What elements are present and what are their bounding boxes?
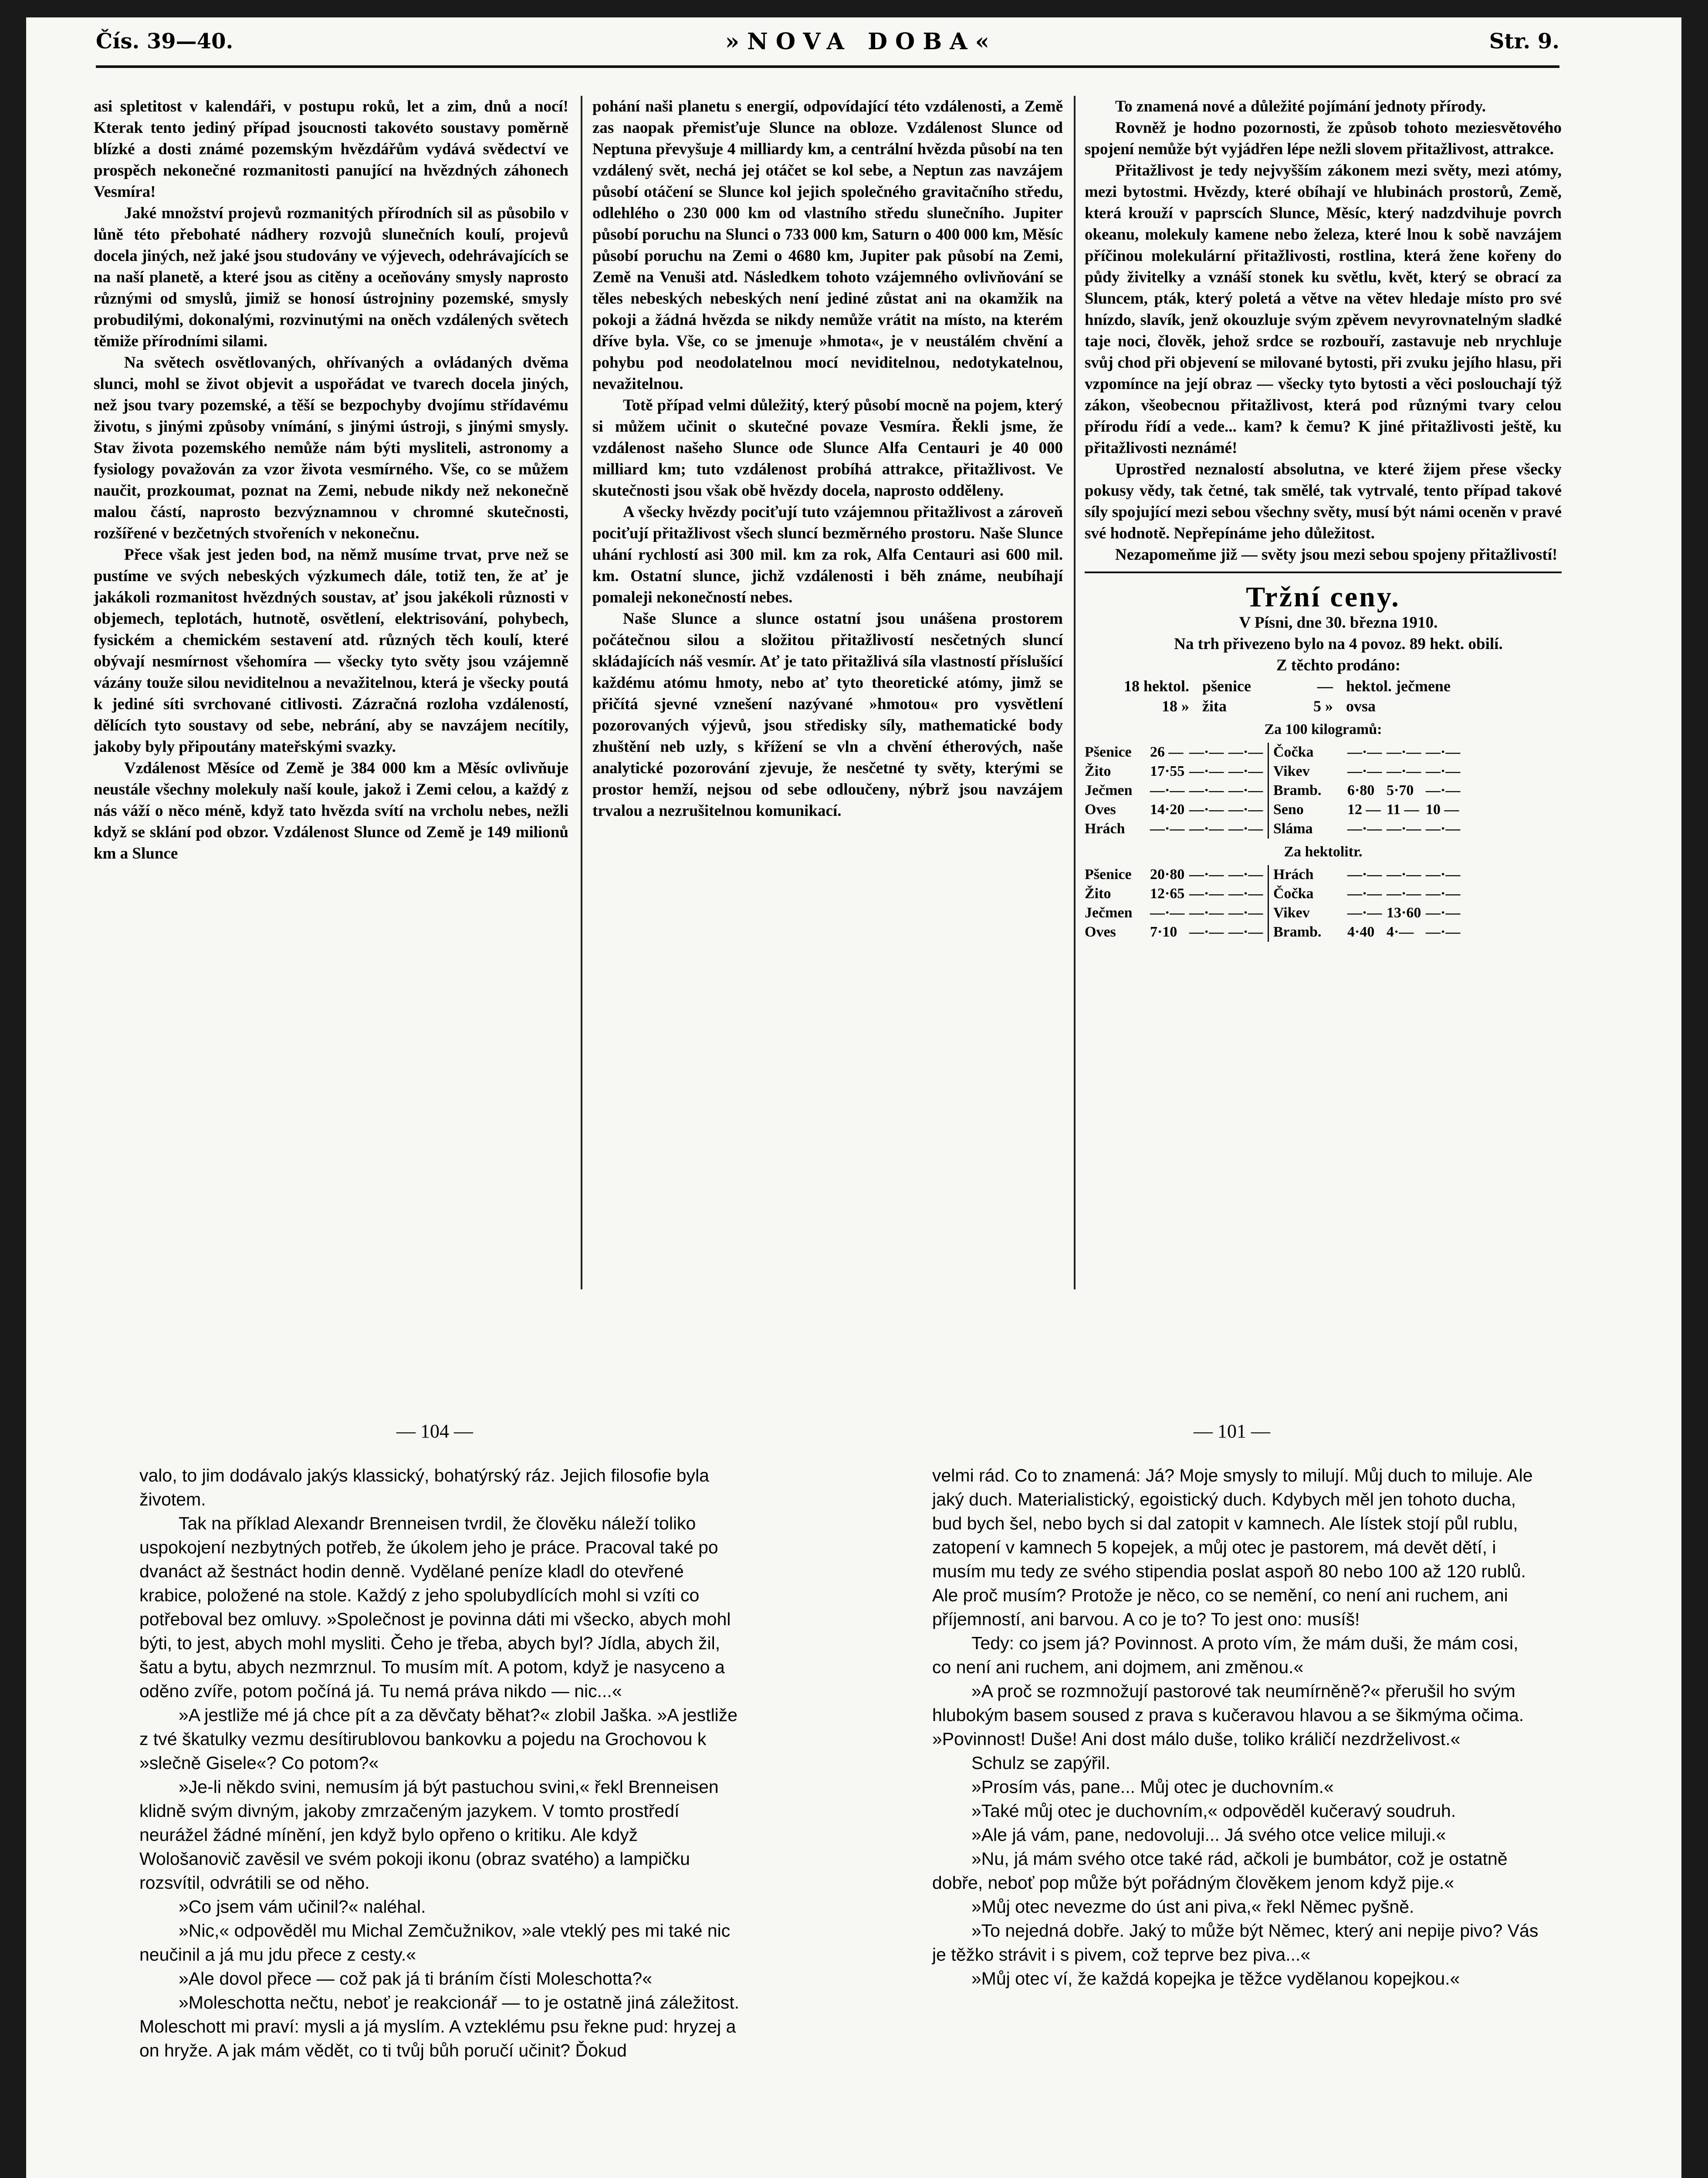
paragraph: A všecky hvězdy pociťují tuto vzájemnou přitažlivost a zároveň pociťují přitažlivost všech sluncí bezměrného prostoru. Naše Slunce uhání rychlostí asi 300 mil. km za rok, Alfa Centauri asi 600 mil. km. Ostatní slunce, jichž vzdálenosti i běh známe, neubíhají pomaleji nekonečností nebes.	[592, 503, 1063, 606]
price-cell: —·—	[1189, 763, 1224, 779]
price-cell: —·—	[1150, 821, 1185, 837]
column-divider	[1074, 96, 1076, 1289]
price-cell: —·—	[1426, 821, 1461, 837]
column-divider	[581, 96, 582, 1289]
paragraph: »Můj otec ví, že každá kopejka je těžce vydělanou kopejkou.«	[971, 1968, 1460, 1989]
price-cell: —·—	[1387, 886, 1421, 902]
price-cell: —·—	[1347, 866, 1382, 883]
price-row	[1085, 923, 1562, 942]
price-cell: 13·60	[1387, 905, 1421, 921]
lower-page-number-right: — 101 —	[1194, 1420, 1270, 1442]
price-cell: 4·40	[1347, 924, 1375, 940]
issue-number: Čís. 39—40.	[96, 29, 233, 54]
price-row	[1085, 884, 1562, 903]
paragraph: Schulz se zapýřil.	[971, 1753, 1111, 1773]
price-cell: —·—	[1347, 905, 1382, 921]
price-cell: 12 —	[1347, 802, 1381, 818]
price-cell: Pšenice	[1085, 744, 1132, 760]
price-cell: —·—	[1387, 821, 1421, 837]
price-cell: —·—	[1426, 905, 1461, 921]
price-cell: Seno	[1268, 800, 1347, 819]
paragraph: Tak na příklad Alexandr Brenneisen tvrdil, že člověku náleží toliko uspokojení nezbytných potřeb, že úkolem jeho je práce. Pracoval také po dvanáct až šestnáct hodin denně. Vydělané peníze kladl do otevřené krabice, položené na stole. Každý z jeho spolubydlících mohl si vzíti co potřeboval bez omluvy. »Společnost je povinna dáti mi všecko, abych mohl býti, to jest, abych mohl mysliti. Čeho je třeba, abych byl? Jídla, abych žil, šatu a bytu, abych nezmrznul. To musím mít. A potom, když je nasyceno a oděno zvíře, potom počíná já. Tu nemá práva nikdo — nic...«	[139, 1513, 731, 1701]
price-cell: —·—	[1387, 763, 1421, 779]
price-cell: Vikev	[1268, 903, 1347, 923]
price-cell: —·—	[1347, 744, 1382, 760]
paragraph: »A proč se rozmnožují pastorové tak neumírněně?« přerušil ho svým hlubokým basem soused z prava s kučeravou hlavou a se šikmýma očima. »Povinnost! Duše! Ani dost málo duše, toliko králičí nezdrželivost.«	[932, 1681, 1524, 1749]
market-note: Na trh přivezeno bylo na 4 povoz. 89 hekt. obilí.	[1174, 635, 1503, 653]
price-cell: —·—	[1189, 886, 1224, 902]
paragraph: Uprostřed neznalostí absolutna, ve které žijem přese všecky pokusy vědy, tak četné, tak smělé, tak vytrvalé, tento případ takové síly spojující mezi sebou všechny světy, musí být námi oceněn v pravé své hodnotě. Nepřepínáme jeho důležitost.	[1085, 460, 1562, 542]
price-cell: —·—	[1387, 866, 1421, 883]
price-cell: —·—	[1189, 744, 1224, 760]
price-cell: 7·10	[1150, 924, 1177, 940]
paragraph: asi spletitost v kalendáři, v postupu roků, let a zim, dnů a nocí! Kterak tento jediný případ jsoucnosti takovéto soustavy poměrně blízké a dosti známé pozemským hvězdářům vydává svědectví ve prospěch nekonečné rozmanitosti panující na hvězdných záhonech Vesmíra!	[94, 98, 568, 201]
paragraph: »Co jsem vám učinil?« naléhal.	[179, 1897, 426, 1917]
market-dateline: V Písni, dne 30. března 1910.	[1239, 614, 1438, 632]
paragraph: velmi rád. Co to znamená: Já? Moje smysly to milují. Můj duch to miluje. Ale jaký duch. Materialistický, egoistický duch. Kdybych měl jen tohoto ducha, bud bych šel, nebo bych si dal zatopit v kamnech. Ale lístek stojí půl rublu, zatopení v kamnech 5 kopejek, a můj otec je pastorem, má devět dětí, i musím mu tedy ze svého stipendia poslat aspoň 80 nebo 100 až 120 rublů. Ale proč musím? Protože je něco, co se nemění, co není ani ruchem, ani příjemností, ani barvou. A co je to? To jest ono: musíš!	[932, 1465, 1533, 1629]
price-cell: —·—	[1228, 782, 1263, 798]
price-cell: Ječmen	[1085, 782, 1133, 798]
price-cell: 14·20	[1150, 802, 1185, 818]
price-row	[1085, 743, 1562, 762]
price-cell: Ječmen	[1085, 905, 1133, 921]
paragraph: Vzdálenost Měsíce od Země je 384 000 km a Měsíc ovlivňuje neustále všechny molekuly naší koule, jakož i Zemi celou, a každý z nás váží o něco méně, když tato hvězda svítí na vrcholu nebes, nežli když se sklání pod obzor. Vzdálenost Slunce od Země je 149 milionů km a Slunce	[94, 759, 568, 862]
paragraph: »Také můj otec je duchovním,« odpověděl kučeravý soudruh.	[971, 1801, 1456, 1821]
price-table-kg	[1085, 743, 1562, 839]
price-row	[1085, 903, 1562, 923]
price-cell: —·—	[1426, 744, 1461, 760]
article-column-1	[94, 96, 568, 864]
paragraph: Rovněž je hodno pozornosti, že způsob tohoto meziesvětového spojení nemůže být vyjádřen lépe nežli slovem přitažlivost, attrakce.	[1085, 119, 1562, 158]
paragraph: Přece však jest jeden bod, na němž musíme trvat, prve než se pustíme ve svých nebeských výzkumech dále, totiž ten, že ať je jakákoli rozmanitost hvězdných soustav, ať jsou jakékoli různosti v objemech, teplotách, hutnotě, osvětlení, elektrisování, pohybech, fysickém a chemickém sestavení atd. různých těch koulí, které obývají nesmírnost všehomíra — všecky tyto světy jsou vzájemně vázány touže silou neviditelnou a nevažitelnou, která je všecky poutá k jediné síti svrchované citlivosti. Zázračná rozloha vzdáleností, dělících tyto soustavy od sebe, nebrání, aby se navzájem necítily, jakoby byly připoutány mateřskými svazky.	[94, 546, 568, 756]
paragraph: »Prosím vás, pane... Můj otec je duchovním.«	[971, 1777, 1334, 1797]
paragraph: »Je-li někdo svini, nemusím já být pastuchou svini,« řekl Brenneisen klidně svým divným, jakoby zmrzačeným jazykem. V tomto prostředí neurážel žádné mínění, jen když bylo opřeno o kritiku. Ale když Wološanovič zavěsil ve svém pokoji ikonu (obraz svatého) a lampičku rozsvítil, odvrátili se od něho.	[139, 1777, 719, 1893]
price-cell: Bramb.	[1268, 781, 1347, 800]
sold-heading: Z těchto prodáno:	[1276, 656, 1401, 674]
price-table-hl	[1085, 865, 1562, 942]
price-cell: —·—	[1228, 744, 1263, 760]
price-row	[1085, 819, 1562, 839]
price-cell: 6·80	[1347, 782, 1375, 798]
price-cell: 4·—	[1387, 924, 1414, 940]
price-cell: 10 —	[1426, 802, 1459, 818]
price-cell: Pšenice	[1085, 866, 1132, 883]
price-row	[1085, 781, 1562, 800]
article-column-2	[592, 96, 1063, 822]
lower-text-right	[932, 1464, 1542, 1991]
price-cell: 5·70	[1387, 782, 1414, 798]
paragraph: Jaké množství projevů rozmanitých přírodních sil as působilo v lůně této přebohaté nádhery rozvojů slunečních koulí, projevů docela jiných, než jaké jsou studovány ve výjevech, odehrávajících se na naší planetě, a které jsou as citěny a oceňovány smysly naprosto různými od smyslů, jimiž se honosí ústrojniny pozemské, smysly probudilými, dokonalými, rozvinutými na oněch vzdálených světech těmiže přírodními silami.	[94, 204, 568, 350]
price-cell: 17·55	[1150, 763, 1185, 779]
price-cell: —·—	[1228, 866, 1263, 883]
paragraph: To znamená nové a důležité pojímání jednoty přírody.	[1115, 98, 1486, 115]
paragraph: pohání naši planetu s energií, odpovídající této vzdálenosti, a Země zas naopak přemisťuje Slunce na obloze. Vzdálenost Slunce od Neptuna převyšuje 4 milliardy km, a centrální hvězda působí na ten vzdálený svět, nechá jej otáčet se kol sebe, a Neptun zas navzájem působí otáčení se Slunce kol jejich společného gravitačního středu, odlehlého o 230 000 km od vlastního středu slunečního. Jupiter působí poruchu na Slunci o 733 000 km, Saturn o 400 000 km, Měsíc působí poruchu na Zemi o 4680 km, Jupiter pak působí na Zemi, Země na Venuši atd. Následkem tohoto vzájemného ovlivňování se těles nebeských nebeských není jediné zůstat ani na okamžik na pokoji a žádná hvězda se nikdy nemůže vrátit na místo, na kterém dříve byla. Vše, co se jmenuje »hmota«, je v neustálém chvění a pohybu pod neodolatelnou mocí neviditelnou, nedotykatelnou, nevažitelnou.	[592, 98, 1063, 393]
price-cell: —·—	[1426, 866, 1461, 883]
paragraph: Totě případ velmi důležitý, který působí mocně na pojem, který si můžem učinit o skutečné povaze Vesmíra. Řekli jsme, že vzdálenost našeho Slunce ode Slunce Alfa Centauri je 40 000 milliard km; tuto vzdálenost probíhá attrakce, přitažlivost. Ve skutečnosti jsou však obě hvězdy docela, naprosto odděleny.	[592, 396, 1063, 500]
price-cell: —·—	[1228, 886, 1263, 902]
sold-row: 18 » žita 5 » ovsa	[1162, 697, 1376, 715]
page-header	[96, 17, 1559, 68]
price-cell: Žito	[1085, 763, 1111, 779]
price-cell: —·—	[1189, 924, 1224, 940]
price-cell: —·—	[1189, 821, 1224, 837]
price-cell: —·—	[1228, 763, 1263, 779]
paragraph: Nezapomeňme již — světy jsou mezi sebou spojeny přitažlivostí!	[1115, 546, 1558, 564]
paragraph: »Moleschotta nečtu, neboť je reakcionář — to je ostatně jiná záležitost. Moleschott mi praví: mysli a já myslím. A vzteklému psu řekne pud: hryzej a on hryže. A jak mám vědět, co ti tvůj bůh poručí učinit? Ďokud	[139, 1992, 740, 2060]
article-column-3	[1085, 96, 1562, 942]
price-cell: —·—	[1228, 802, 1263, 818]
sold-row: 18 hektol. pšenice — hektol. ječmene	[1123, 677, 1451, 695]
price-cell: Žito	[1085, 886, 1111, 902]
price-cell: Oves	[1085, 802, 1116, 818]
price-row	[1085, 800, 1562, 819]
price-row	[1085, 865, 1562, 884]
price-cell: 11 —	[1387, 802, 1419, 818]
price-cell: —·—	[1426, 924, 1461, 940]
price-cell: —·—	[1228, 905, 1263, 921]
price-cell: 12·65	[1150, 886, 1185, 902]
paragraph: »Ale dovol přece — což pak já ti bráním čísti Moleschotta?«	[179, 1968, 653, 1989]
paragraph: Tedy: co jsem já? Povinnost. A proto vím, že mám duši, že mám cosi, co není ani ruchem, ani dojmem, ani změnou.«	[932, 1633, 1519, 1677]
newspaper-title: »NOVA DOBA«	[725, 28, 998, 55]
hl-heading: Za hektolitr.	[1284, 844, 1363, 860]
price-cell: Čočka	[1268, 884, 1347, 903]
price-cell: Čočka	[1268, 743, 1347, 762]
paragraph: Naše Slunce a slunce ostatní jsou unášena prostorem počátečnou silou a složitou přitažlivostí nesčetných sluncí skládajících náš vesmír. Ať je tato přitažlivá síla vlastností příslušící každému atómu hmoty, nebo ať tyto theoretické atómy, jimž se přičítá sjevné vznešení nazývané »hmotou« pro vysvětlení pozorovaných výjevů, jsou středisky síly, mathematické body zhuštění neb uzly, s křížení se vln a chvění étherových, naše analytické pozorování zjevuje, že nesčetné ty světy, kterými se prostor hemží, nejsou od sebe odloučeny, nýbrž jsou navzájem trvalou a nezrušitelnou komunikací.	[592, 610, 1063, 820]
paragraph: »Ale já vám, pane, nedovoluji... Já svého otce velice miluji.«	[971, 1825, 1446, 1845]
kg-heading: Za 100 kilogramů:	[1264, 721, 1382, 737]
price-cell: —·—	[1426, 763, 1461, 779]
lower-page-number-left: — 104 —	[396, 1420, 473, 1442]
price-cell: 26 —	[1150, 744, 1184, 760]
price-cell: Sláma	[1268, 819, 1347, 839]
paragraph: »Můj otec nevezme do úst ani piva,« řekl Němec pyšně.	[971, 1897, 1414, 1917]
price-cell: Oves	[1085, 924, 1116, 940]
price-cell: —·—	[1426, 782, 1461, 798]
price-cell: —·—	[1347, 763, 1382, 779]
price-cell: 20·80	[1150, 866, 1185, 883]
price-cell: —·—	[1150, 782, 1185, 798]
paragraph: Přitažlivost je tedy nejvyšším zákonem mezi světy, mezi atómy, mezi bytostmi. Hvězdy, které obíhají ve hlubinách prostorů, Země, která krouží v paprscích Slunce, Měsíc, který nadzdvihuje povrch okeanu, molekuly kamene nebo železa, které lnou k sobě navzájem příčinou molekulární přitažlivosti, rostlina, která žene kořeny do půdy živitelky a vznáší stonek ku světlu, květ, který se obrací za Sluncem, pták, který poletá a větve na větev hledaje místo pro své hnízdo, slavík, jenž okouzluje svým zpěvem nevyrovnatelným sladké taje noci, člověk, jehož srdce se rozbouří, zastavuje neb nrychluje svůj chod při objevení se milované bytosti, při zvuku jejího hlasu, při vzpomínce na její obraz — všecky tyto bytosti a věci poslouchají týž zákon, všeobecnou přitažlivost, která pod různými tvary celou přírodu řídí a vede... kam? k čemu? K jiné přitažlivosti ještě, ku přitažlivosti neznámé!	[1085, 162, 1562, 457]
paragraph: valo, to jim dodávalo jakýs klassický, bohatýrský ráz. Jejich filosofie byla životem.	[139, 1465, 709, 1509]
paragraph: »A jestliže mé já chce pít a za děvčaty běhat?« zlobil Jaška. »A jestliže z tvé škatulky vezmu desítirublovou bankovku a pojedu na Grochovou k »slečně Gisele«? Co potom?«	[139, 1705, 738, 1773]
price-cell: —·—	[1347, 821, 1382, 837]
price-cell: —·—	[1228, 821, 1263, 837]
lower-text-left	[139, 1464, 741, 2063]
price-cell: —·—	[1189, 782, 1224, 798]
price-cell: —·—	[1189, 802, 1224, 818]
paragraph: Na světech osvětlovaných, ohřívaných a ovládaných dvěma slunci, mohl se život objevit a uspořádat ve tvarech docela jiných, než jsou tvary pozemské, a těší se bezpochyby dvojímu střídavému životu, s jinými způsoby vnímání, s jinými ústroji, s jinými smysly. Stav života pozemského nemůže nám býti mysliteli, astronomy a fysiology považován za vzor života vesmírného. Vše, co se můžem naučit, prozkoumat, poznat na Zemi, nebude nikdy než nekonečně malou částí, naprosto bezvýznamnou v chromné skutečnosti, rozšířené v bezčetných stvořeních v nekonečnu.	[94, 354, 568, 542]
price-cell: Hrách	[1085, 821, 1125, 837]
paragraph: »Nic,« odpověděl mu Michal Zemčužnikov, »ale vteklý pes mi také nic neučinil a já mu jdu přece z cesty.«	[139, 1921, 731, 1965]
price-row	[1085, 762, 1562, 781]
price-cell: —·—	[1150, 905, 1185, 921]
paragraph: »To nejedná dobře. Jaký to může být Němec, který ani nepije pivo? Vás je těžko strávit i s pivem, což teprve bez piva...«	[932, 1921, 1539, 1965]
price-cell: Hrách	[1268, 865, 1347, 884]
price-cell: —·—	[1189, 866, 1224, 883]
market-title: Tržní ceny.	[1246, 581, 1400, 613]
paragraph: »Nu, já mám svého otce také rád, ačkoli je bumbátor, což je ostatně dobře, neboť pop může být pořádným člověkem jenom když pije.«	[932, 1849, 1508, 1893]
price-cell: —·—	[1228, 924, 1263, 940]
price-cell: —·—	[1426, 886, 1461, 902]
page-number: Str. 9.	[1489, 29, 1559, 54]
market-prices	[1085, 572, 1562, 942]
price-cell: Bramb.	[1268, 923, 1347, 942]
price-cell: —·—	[1387, 744, 1421, 760]
price-cell: —·—	[1347, 886, 1382, 902]
price-cell: Vikev	[1268, 762, 1347, 781]
price-cell: —·—	[1189, 905, 1224, 921]
